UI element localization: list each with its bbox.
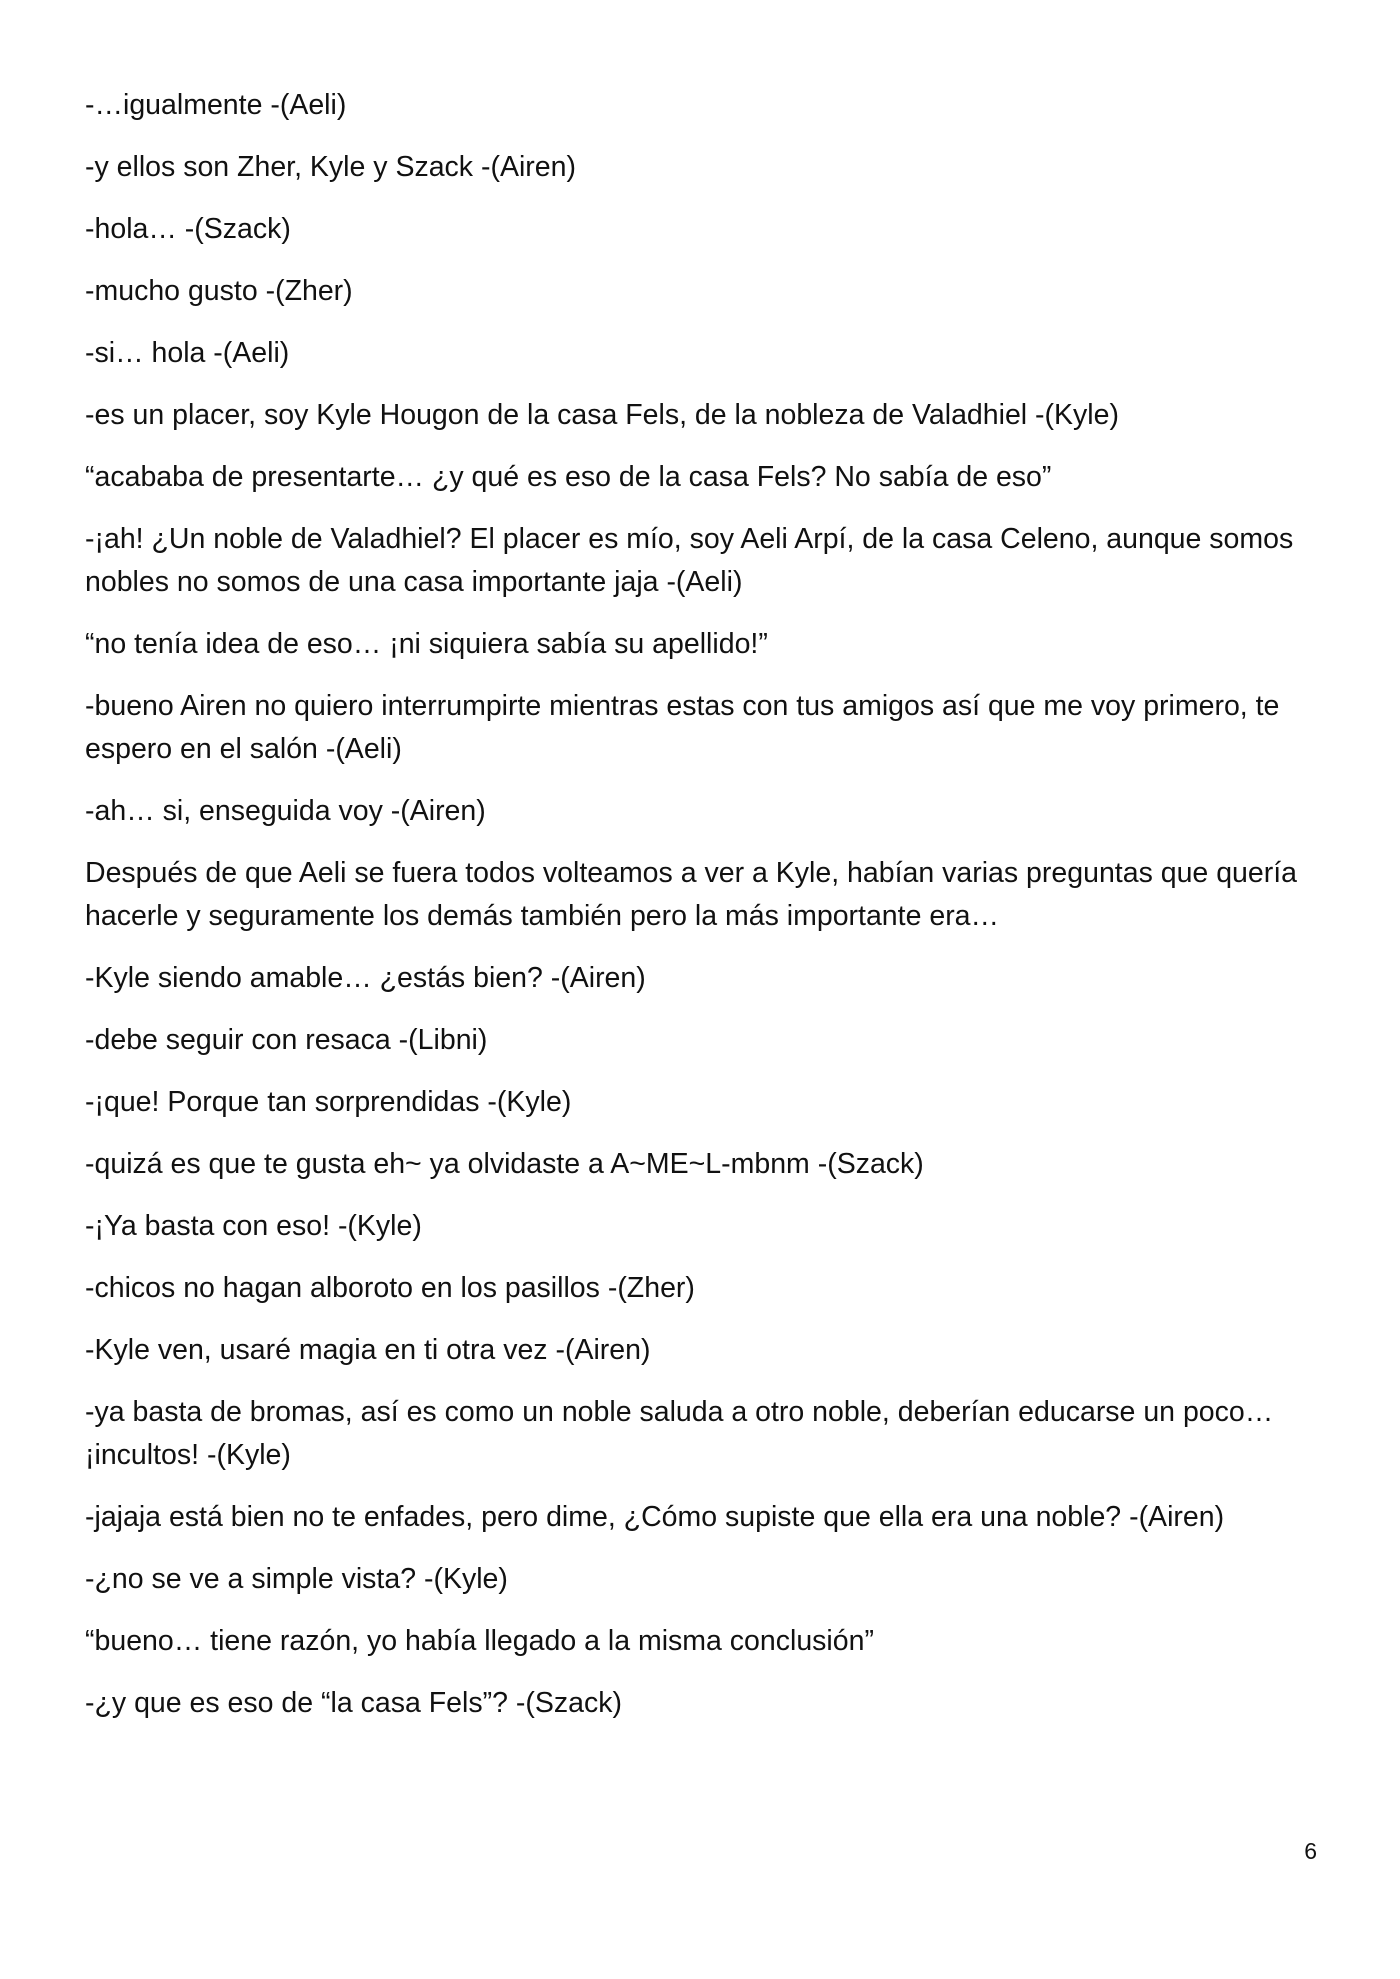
paragraph: -jajaja está bien no te enfades, pero dime, ¿Cómo supiste que ella era una noble? -(Airen) [85, 1501, 1225, 1533]
paragraph: -bueno Airen no quiero interrumpirte mientras estas con tus amigos así que me voy primero, te espero en el salón -(Aeli) [85, 690, 1280, 765]
paragraph: -y ellos son Zher, Kyle y Szack -(Airen) [85, 151, 576, 183]
page-number: 6 [1304, 1838, 1317, 1864]
paragraph: Después de que Aeli se fuera todos volteamos a ver a Kyle, habían varias preguntas que quería hacerle y seguramente los demás también pero la más importante era… [85, 857, 1298, 932]
paragraph: -¡ah! ¿Un noble de Valadhiel? El placer es mío, soy Aeli Arpí, de la casa Celeno, aunque somos nobles no somos de una casa importante jaja -(Aeli) [85, 523, 1294, 598]
paragraph: -¿no se ve a simple vista? -(Kyle) [85, 1563, 508, 1595]
paragraph: -Kyle siendo amable… ¿estás bien? -(Airen) [85, 962, 646, 994]
paragraph: -Kyle ven, usaré magia en ti otra vez -(Airen) [85, 1334, 651, 1366]
paragraph: -chicos no hagan alboroto en los pasillos -(Zher) [85, 1272, 695, 1304]
paragraph: -ya basta de bromas, así es como un noble saluda a otro noble, deberían educarse un poco… ¡incultos! -(Kyle) [85, 1396, 1274, 1471]
paragraph: -¿y que es eso de “la casa Fels”? -(Szack) [85, 1687, 622, 1719]
paragraph: -quizá es que te gusta eh~ ya olvidaste a A~ME~L-mbnm -(Szack) [85, 1148, 924, 1180]
paragraph: -…igualmente -(Aeli) [85, 89, 347, 121]
paragraph: “acababa de presentarte… ¿y qué es eso de la casa Fels? No sabía de eso” [85, 461, 1052, 493]
paragraph: “bueno… tiene razón, yo había llegado a la misma conclusión” [85, 1625, 874, 1657]
paragraph: -¡que! Porque tan sorprendidas -(Kyle) [85, 1086, 572, 1118]
paragraph: -ah… si, enseguida voy -(Airen) [85, 795, 486, 827]
paragraph: -¡Ya basta con eso! -(Kyle) [85, 1210, 422, 1242]
paragraph: -hola… -(Szack) [85, 213, 291, 245]
paragraph: “no tenía idea de eso… ¡ni siquiera sabía su apellido!” [85, 628, 768, 660]
paragraph: -mucho gusto -(Zher) [85, 275, 353, 307]
paragraph: -debe seguir con resaca -(Libni) [85, 1024, 488, 1056]
document-body [85, 84, 1315, 1744]
paragraph: -es un placer, soy Kyle Hougon de la casa Fels, de la nobleza de Valadhiel -(Kyle) [85, 399, 1119, 431]
paragraph: -si… hola -(Aeli) [85, 337, 290, 369]
